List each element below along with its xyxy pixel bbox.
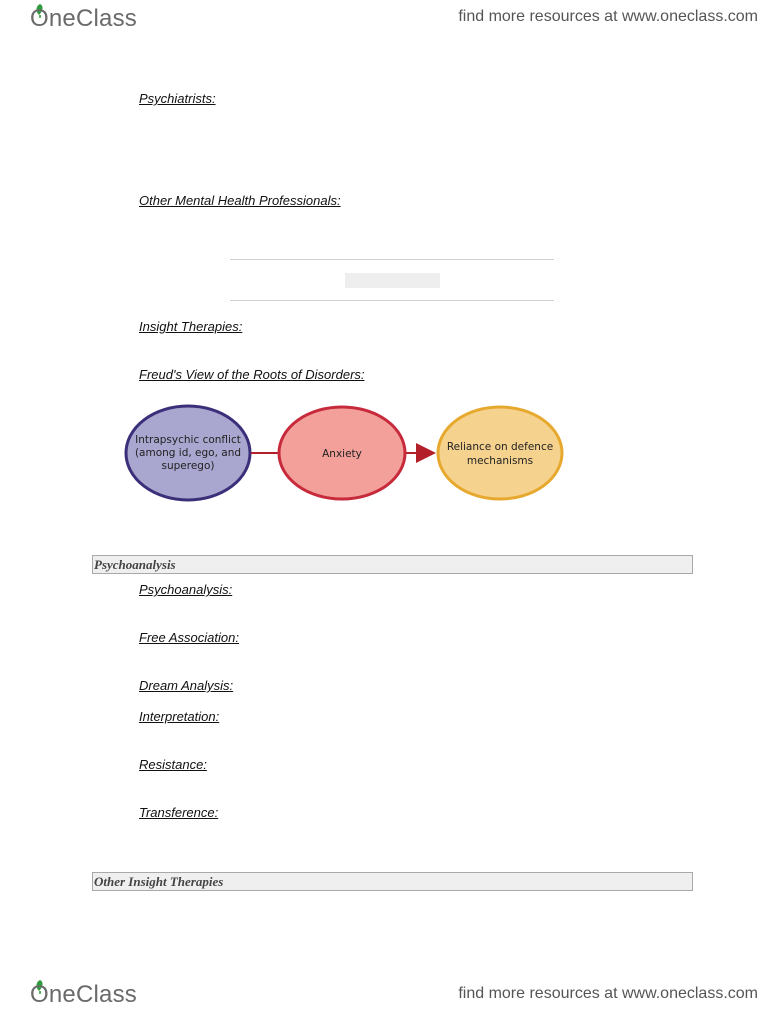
oneclass-logo[interactable]: OneClass <box>30 5 137 32</box>
footer-resources-link[interactable]: find more resources at www.oneclass.com <box>458 985 758 1002</box>
node2-label: Anxiety <box>322 448 362 460</box>
section-other-insight-therapies: Other Insight Therapies <box>92 872 693 891</box>
term-dream-analysis: Dream Analysis: <box>139 678 234 693</box>
term-other-mental-health: Other Mental Health Professionals: <box>139 193 341 208</box>
term-psychiatrists: Psychiatrists: <box>139 91 216 106</box>
term-transference: Transference: <box>139 805 219 820</box>
node-defence-mechanisms <box>438 407 562 499</box>
divider-top <box>230 259 554 260</box>
term-insight-therapies: Insight Therapies: <box>139 319 243 334</box>
node1-line3: superego) <box>161 460 215 472</box>
redacted-block <box>345 273 440 288</box>
term-resistance: Resistance: <box>139 757 207 772</box>
node1-line2: (among id, ego, and <box>134 447 242 459</box>
section-psychoanalysis: Psychoanalysis <box>92 555 693 574</box>
divider-bottom <box>230 300 554 301</box>
term-freud-view: Freud's View of the Roots of Disorders: <box>139 367 365 382</box>
freud-diagram <box>118 400 568 510</box>
node3-line2: mechanisms <box>466 455 534 467</box>
term-free-association: Free Association: <box>139 630 239 645</box>
node3-line1: Reliance on defence <box>446 441 554 453</box>
oneclass-footer-logo[interactable]: OneClass <box>30 981 137 1008</box>
term-interpretation: Interpretation: <box>139 709 220 724</box>
resources-link[interactable]: find more resources at www.oneclass.com <box>458 8 758 25</box>
term-psychoanalysis: Psychoanalysis: <box>139 582 233 597</box>
node1-line1: Intrapsychic conflict <box>135 434 241 446</box>
